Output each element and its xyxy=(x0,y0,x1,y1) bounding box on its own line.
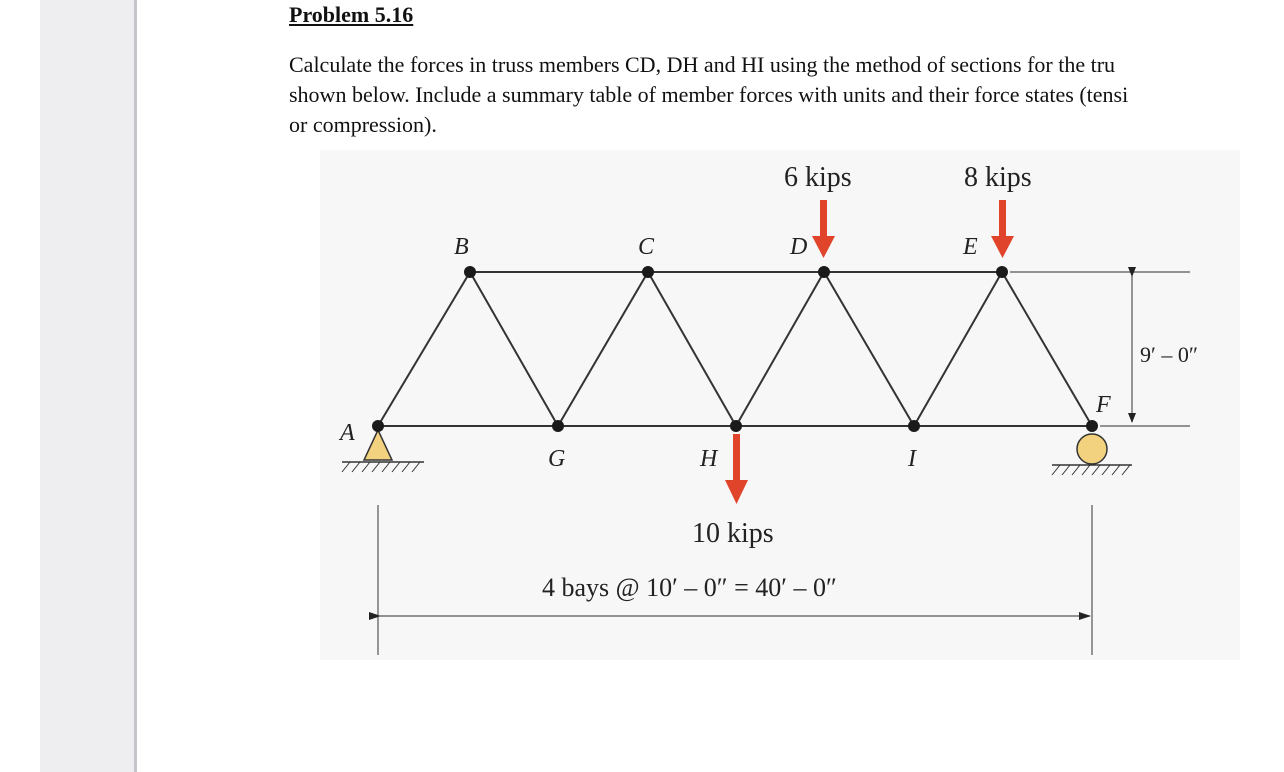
truss-figure xyxy=(320,150,1240,660)
truss-members xyxy=(378,272,1092,426)
load-label-h: 10 kips xyxy=(692,518,774,549)
problem-statement-line: or compression). xyxy=(289,112,437,137)
node-label-b: B xyxy=(454,234,469,260)
load-arrow-h xyxy=(725,434,748,504)
problem-statement-line: Calculate the forces in truss members CD, DH and HI using the method of sections for the tru xyxy=(289,52,1116,77)
joint-a xyxy=(372,420,384,432)
node-label-g: G xyxy=(548,446,566,472)
load-arrow-d xyxy=(812,200,835,258)
node-label-d: D xyxy=(790,234,808,260)
node-label-e: E xyxy=(963,234,978,260)
member-hd xyxy=(736,272,824,426)
joint-e xyxy=(996,266,1008,278)
node-label-f: F xyxy=(1096,392,1111,418)
left-gutter xyxy=(0,0,40,772)
node-label-a: A xyxy=(340,420,355,446)
member-ch xyxy=(648,272,736,426)
member-gc xyxy=(558,272,648,426)
load-label-d: 6 kips xyxy=(784,162,852,193)
member-di xyxy=(824,272,914,426)
joint-h xyxy=(730,420,742,432)
node-label-h: H xyxy=(700,446,718,472)
span-dimension-label: 4 bays @ 10′ – 0″ = 40′ – 0″ xyxy=(542,573,837,602)
node-label-i: I xyxy=(908,446,916,472)
member-bg xyxy=(470,272,558,426)
problem-statement-line: shown below. Include a summary table of member forces with units and their force states (tensi xyxy=(289,82,1129,107)
height-dimension-label: 9′ – 0″ xyxy=(1140,342,1198,367)
node-labels xyxy=(338,234,1111,472)
problem-statement xyxy=(289,50,1284,140)
joint-g xyxy=(552,420,564,432)
joint-f xyxy=(1086,420,1098,432)
joint-b xyxy=(464,266,476,278)
load-labels xyxy=(692,162,1032,549)
node-label-c: C xyxy=(638,234,655,260)
member-ef xyxy=(1002,272,1092,426)
truss-diagram xyxy=(320,150,1240,660)
load-arrow-e xyxy=(991,200,1014,258)
problem-title: Problem 5.16 xyxy=(289,2,414,27)
joint-c xyxy=(642,266,654,278)
member-ie xyxy=(914,272,1002,426)
load-label-e: 8 kips xyxy=(964,162,1032,193)
left-sidebar-panel xyxy=(40,0,134,772)
joint-d xyxy=(818,266,830,278)
roller-support xyxy=(1052,434,1132,475)
member-ab xyxy=(378,272,470,426)
joint-i xyxy=(908,420,920,432)
